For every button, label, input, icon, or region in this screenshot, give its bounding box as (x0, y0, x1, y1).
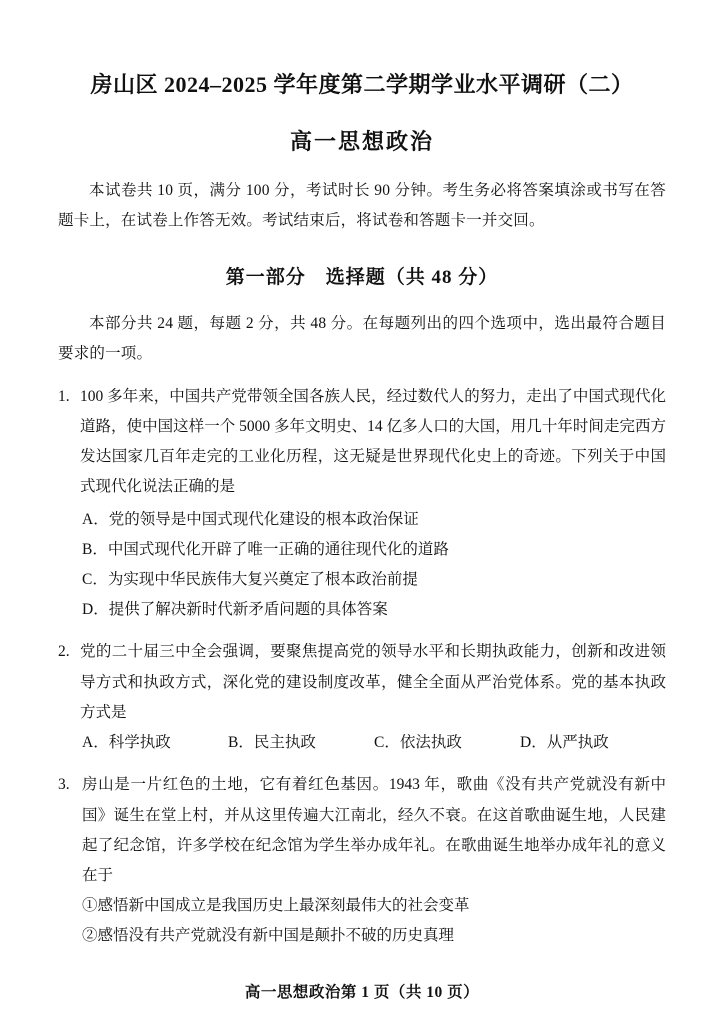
section-instructions: 本部分共 24 题，每题 2 分，共 48 分。在每题列出的四个选项中，选出最符合题目要求的一项。 (58, 315, 666, 363)
option-a[interactable]: A．科学执政 (82, 734, 171, 752)
option-b[interactable]: B．中国式现代化开辟了唯一正确的通往现代化的道路 (82, 540, 449, 558)
question-2 (58, 637, 666, 758)
question-1 (58, 382, 666, 626)
page-footer: 高一思想政治第 1 页（共 10 页） (244, 984, 480, 1001)
option-b[interactable]: B．民主执政 (228, 734, 316, 752)
option-d[interactable]: D．提供了解决新时代新矛盾问题的具体答案 (82, 601, 388, 619)
question-stem: 党的二十届三中全会强调，要聚焦提高党的领导水平和长期执政能力，创新和改进领导方式和执政方式，深化党的建设制度改革，健全全面从严治党体系。党的基本执政方式是 (80, 643, 666, 721)
option-c[interactable]: C．依法执政 (374, 734, 462, 752)
question-number: 1. (58, 387, 70, 405)
option-c[interactable]: C．为实现中华民族伟大复兴奠定了根本政治前提 (82, 570, 418, 588)
question-stem: 100 多年来，中国共产党带领全国各族人民，经过数代人的努力，走出了中国式现代化道路，使中国这样一个 5000 多年文明史、14 亿多人口的大国，用几十年时间走完西方发达国家几百年走完的工业化历程，这无疑是世界现代化史上的奇迹。下列关于中国式现代化说法正确的是 (80, 387, 666, 496)
question-stem: 房山是一片红色的土地，它有着红色基因。1943 年，歌曲《没有共产党就没有新中国》诞生在堂上村，并从这里传遍大江南北，经久不衰。在这首歌曲诞生地，人民建起了纪念馆，许多学校在纪念馆为学生举办成年礼。在歌曲诞生地举办成年礼的意义在于 (82, 776, 666, 884)
question-3 (58, 770, 666, 951)
option-a[interactable]: A．党的领导是中国式现代化建设的根本政治保证 (82, 510, 419, 528)
page-subtitle: 高一思想政治 (289, 128, 434, 154)
section-title: 第一部分 选择题（共 48 分） (225, 267, 499, 289)
option-list-inline (58, 728, 666, 758)
page-title: 房山区 2024–2025 学年度第二学期学业水平调研（二） (90, 72, 634, 97)
question-number: 2. (58, 643, 70, 661)
option-list (58, 505, 666, 626)
sub-item-1: ①感悟新中国成立是我国历史上最深刻最伟大的社会变革 (82, 897, 470, 915)
sub-item-2: ②感悟没有共产党就没有新中国是颠扑不破的历史真理 (82, 927, 455, 945)
exam-instructions: 本试卷共 10 页，满分 100 分，考试时长 90 分钟。考生务必将答案填涂或书写在答题卡上，在试卷上作答无效。考试结束后，将试卷和答题卡一并交回。 (58, 181, 666, 230)
question-number: 3. (58, 776, 70, 794)
option-d[interactable]: D．从严执政 (520, 734, 609, 752)
